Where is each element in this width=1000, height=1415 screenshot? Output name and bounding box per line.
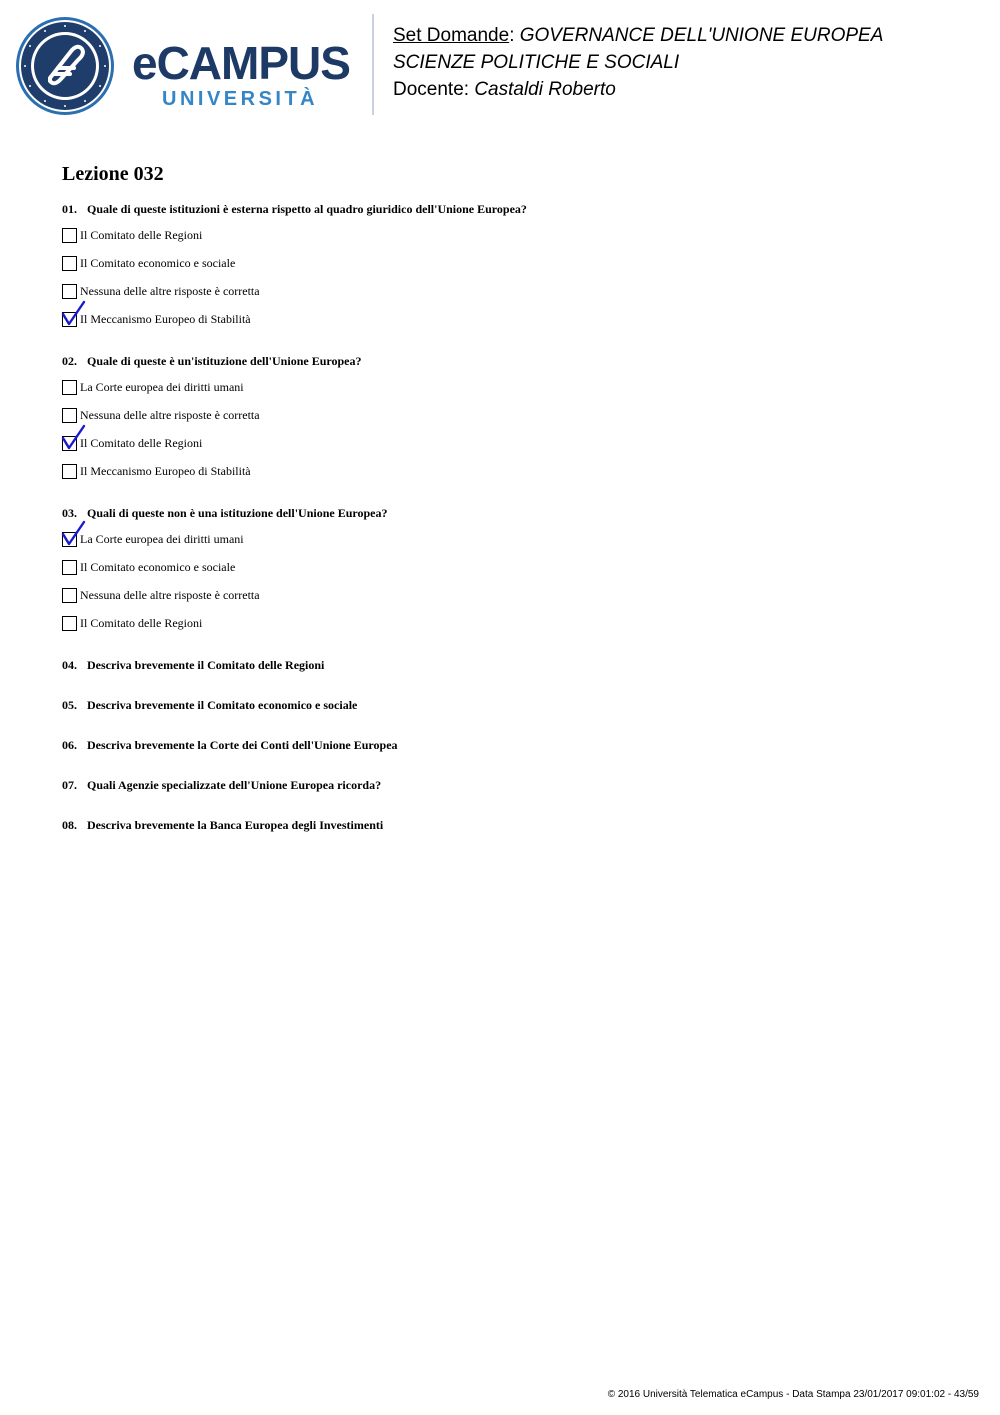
- question-label: Quali Agenzie specializzate dell'Unione Europea ricorda?: [87, 778, 382, 792]
- answer-option[interactable]: [62, 531, 962, 559]
- open-question-block: [62, 697, 962, 713]
- header-divider: [372, 14, 374, 115]
- page-header: [0, 0, 1000, 130]
- answer-checkbox[interactable]: [62, 560, 77, 575]
- multiple-choice-questions: [62, 201, 962, 643]
- answer-option[interactable]: [62, 463, 962, 491]
- question-number: 06.: [62, 738, 77, 752]
- answer-option[interactable]: [62, 227, 962, 255]
- answer-option[interactable]: [62, 283, 962, 311]
- set-separator: :: [509, 25, 515, 46]
- question-number: 03.: [62, 506, 77, 520]
- answer-label: Il Comitato delle Regioni: [80, 436, 203, 450]
- brand-subtitle: UNIVERSITÀ: [162, 88, 319, 110]
- ecampus-seal-logo: [14, 16, 116, 116]
- teacher-name: Castaldi Roberto: [474, 79, 616, 100]
- question-text: [62, 353, 962, 369]
- question-label: Descriva brevemente la Corte dei Conti dell'Unione Europea: [87, 738, 398, 752]
- answer-option[interactable]: [62, 311, 962, 339]
- question-text: [62, 777, 962, 793]
- page-footer: © 2016 Università Telematica eCampus - Data Stampa 23/01/2017 09:01:02 - 43/59: [607, 1389, 979, 1400]
- course-title: GOVERNANCE DELL'UNIONE EUROPEA: [519, 25, 884, 46]
- answer-option[interactable]: [62, 379, 962, 407]
- open-question-block: [62, 777, 962, 793]
- answer-checkbox[interactable]: [62, 616, 77, 631]
- open-question-block: [62, 737, 962, 753]
- question-block: [62, 201, 962, 339]
- answer-label: Il Comitato economico e sociale: [80, 256, 236, 270]
- question-label: Descriva brevemente il Comitato economico e sociale: [87, 698, 358, 712]
- ecampus-wordmark-logo: [132, 38, 357, 113]
- answer-label: La Corte europea dei diritti umani: [80, 532, 244, 546]
- answer-label: Nessuna delle altre risposte è corretta: [80, 408, 260, 422]
- lesson-title: Lezione 032: [62, 163, 164, 185]
- answer-option[interactable]: [62, 559, 962, 587]
- question-text: [62, 817, 962, 833]
- answer-label: Il Comitato delle Regioni: [80, 228, 203, 242]
- answer-checkbox[interactable]: [62, 284, 77, 299]
- answer-option[interactable]: [62, 407, 962, 435]
- answer-checkbox[interactable]: [62, 228, 77, 243]
- question-label: Quale di queste è un'istituzione dell'Unione Europea?: [87, 354, 362, 368]
- question-block: [62, 353, 962, 491]
- answer-option[interactable]: [62, 435, 962, 463]
- course-faculty: SCIENZE POLITICHE E SOCIALI: [393, 52, 680, 73]
- open-question-block: [62, 657, 962, 673]
- answer-checkbox[interactable]: [62, 380, 77, 395]
- answer-option[interactable]: [62, 615, 962, 643]
- question-label: Quali di queste non è una istituzione dell'Unione Europea?: [87, 506, 388, 520]
- teacher-label: Docente:: [393, 79, 470, 100]
- question-label: Descriva brevemente la Banca Europea degli Investimenti: [87, 818, 384, 832]
- question-number: 04.: [62, 658, 77, 672]
- question-number: 02.: [62, 354, 77, 368]
- question-label: Quale di queste istituzioni è esterna rispetto al quadro giuridico dell'Unione Europea?: [87, 202, 527, 216]
- answer-option[interactable]: [62, 255, 962, 283]
- answer-label: Nessuna delle altre risposte è corretta: [80, 284, 260, 298]
- answer-label: Il Meccanismo Europeo di Stabilità: [80, 464, 251, 478]
- answer-checkbox[interactable]: [62, 408, 77, 423]
- answer-label: Il Comitato delle Regioni: [80, 616, 203, 630]
- open-question-block: [62, 817, 962, 833]
- answer-label: La Corte europea dei diritti umani: [80, 380, 244, 394]
- question-number: 05.: [62, 698, 77, 712]
- answer-label: Il Meccanismo Europeo di Stabilità: [80, 312, 251, 326]
- question-number: 01.: [62, 202, 77, 216]
- question-text: [62, 505, 962, 521]
- question-text: [62, 201, 962, 217]
- open-questions: [62, 657, 962, 833]
- answer-checkbox[interactable]: [62, 588, 77, 603]
- answer-option[interactable]: [62, 587, 962, 615]
- answer-checkbox[interactable]: [62, 256, 77, 271]
- set-label: Set Domande: [393, 25, 510, 46]
- question-label: Descriva brevemente il Comitato delle Regioni: [87, 658, 325, 672]
- answer-checkbox[interactable]: [62, 464, 77, 479]
- course-info: [393, 22, 883, 103]
- answer-label: Nessuna delle altre risposte è corretta: [80, 588, 260, 602]
- question-text: [62, 697, 962, 713]
- question-block: [62, 505, 962, 643]
- question-number: 07.: [62, 778, 77, 792]
- brand-wordmark: eCAMPUS: [132, 37, 350, 89]
- answer-label: Il Comitato economico e sociale: [80, 560, 236, 574]
- question-text: [62, 737, 962, 753]
- document-body: [62, 160, 962, 857]
- question-text: [62, 657, 962, 673]
- question-number: 08.: [62, 818, 77, 832]
